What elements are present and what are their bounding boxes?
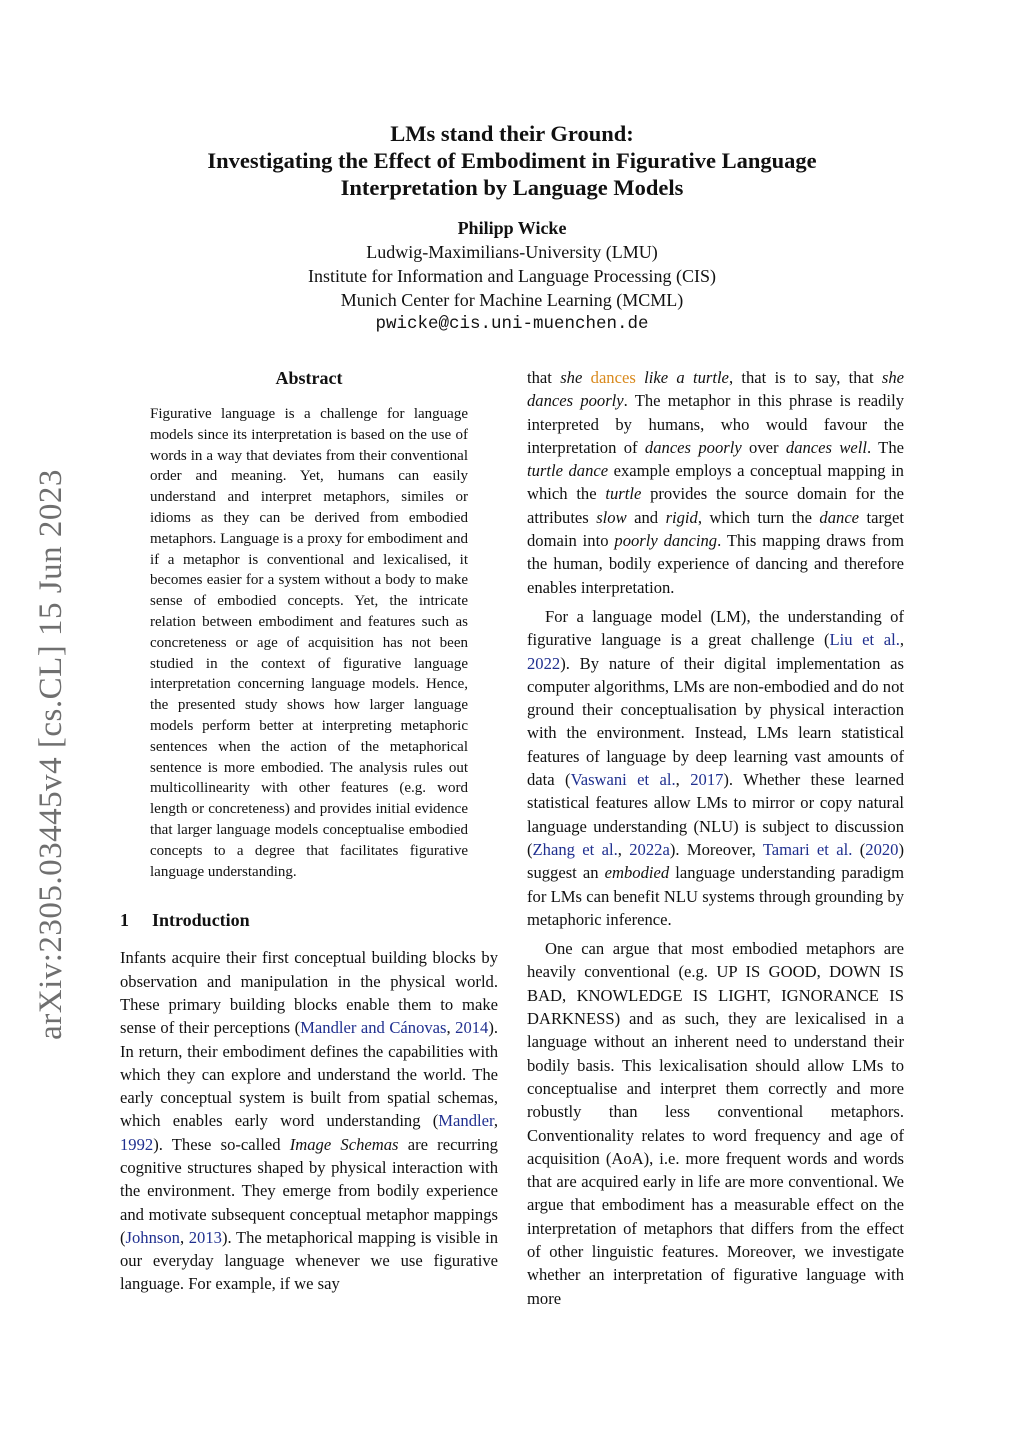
citation-year-link[interactable]: 2022	[527, 653, 561, 673]
title-line-3: Interpretation by Language Models	[340, 175, 684, 200]
text-run: ). In return, their embodiment defines the capabilities with which they can explore and understand the world. The early conceptual system is built from spatial schemas, which enables early word understanding (	[120, 1018, 499, 1131]
citation-year-link[interactable]: 2014	[455, 1018, 489, 1038]
abstract-text: Figurative language is a challenge for language models since its interpretation is based on the use of words in a way that deviates from their conventional order and meaning. Yet, humans can easily understand and interpret metaphors, similes or idioms as they can be derived from embodied metaphors. Language is a proxy for embodiment and if a metaphor is conventional and lexicalised, it becomes easier for a system without a body to make sense of embodied concepts. Yet, the intricate relation between embodiment and features such as concreteness or age of acquisition has not been studied in the context of figurative language interpretation concerning language models. Hence, the presented study shows how larger language models perform better at interpreting metaphoric sentences when the action of the metaphorical sentence is more embodied. The analysis rules out multicollinearity with other features (e.g. word length or concreteness) and provides initial evidence that larger language models conceptualise embodied concepts to a degree that facilitates figurative language understanding.	[150, 406, 468, 880]
intro-paragraph-3	[527, 605, 904, 931]
citation-link[interactable]: Liu et al.	[829, 630, 900, 650]
left-column	[120, 366, 498, 1296]
arxiv-identifier	[28, 454, 74, 1054]
emphasis: embodied	[604, 863, 670, 883]
text-run: target domain into	[527, 507, 904, 551]
citation-year-link[interactable]: 1992	[120, 1134, 154, 1154]
text-run: are recurring cognitive structures shaped by physical interaction with the environment. They emerge from bodily experience and motivate subsequent conceptual metaphor mappings (	[120, 1134, 498, 1247]
text-run: ). These so-called	[153, 1134, 290, 1154]
text-run: ,	[899, 630, 904, 650]
text-run: , that is to say, that	[728, 368, 882, 387]
emphasis: she	[560, 368, 583, 387]
highlighted-word: dances	[590, 368, 636, 387]
citation-year-link[interactable]: 2017	[690, 770, 724, 790]
author-name: Philipp Wicke	[457, 218, 567, 238]
text-run: ,	[179, 1227, 189, 1247]
intro-paragraph-1	[120, 946, 498, 1295]
text-run: that	[527, 368, 561, 387]
text-run: language understanding paradigm for LMs can benefit NLU systems through grounding by metaphoric inference.	[527, 863, 905, 929]
emphasis: slow	[596, 507, 627, 527]
title-line-2: Investigating the Effect of Embodiment in Figurative Language	[207, 148, 817, 173]
text-run: ,	[675, 770, 691, 790]
text-run: ,	[493, 1111, 498, 1131]
text-run: over	[741, 437, 786, 457]
citation-link[interactable]: Tamari et al.	[762, 839, 853, 859]
text-run: ,	[617, 839, 630, 859]
author-affiliation-3: Munich Center for Machine Learning (MCML)	[340, 290, 684, 310]
text-run: ). The metaphorical mapping is visible in our everyday language whenever we use figurative language. For example, if we say	[120, 1227, 498, 1294]
text-run: ,	[446, 1018, 456, 1038]
text-run: ). By nature of their digital implementation as computer algorithms, LMs are non-embodied and do not ground their conceptualisation by physical interaction with the environment. Instead, LMs learn statistical features of language by deep learning vast amounts of data (	[527, 653, 904, 790]
paper-title	[120, 120, 904, 201]
citation-link[interactable]: Johnson	[125, 1227, 180, 1247]
citation-link[interactable]: Mandler	[438, 1111, 494, 1131]
intro-paragraph-4: One can argue that most embodied metaphors are heavily conventional (e.g. UP IS GOOD, DOWN IS BAD, KNOWLEDGE IS LIGHT, IGNORANCE IS DARKNESS) and as such, they are lexicalised in a language without an inherent need to understand their bodily basis. This lexicalisation should allow LMs to conceptualise and interpret them correctly and more robustly than less conventional metaphors. Conventionality relates to word frequency and age of acquisition (AoA), i.e. more frequent words and words that are acquired early in life are more conventional. We argue that embodiment has a measurable effect on the interpretation of metaphors that differs from the effect of other linguistic features. Moreover, we investigate whether an interpretation of figurative language with more	[527, 939, 904, 1308]
text-run: and	[626, 507, 666, 527]
emphasis: turtle	[605, 484, 642, 504]
emphasis: dance	[819, 507, 860, 527]
abstract-heading: Abstract	[275, 368, 343, 388]
text-run: , which turn the	[697, 507, 820, 527]
text-run: . The metaphor in this phrase is readily interpreted by humans, who would favour the interpretation of	[527, 391, 904, 457]
emphasis: Image Schemas	[289, 1134, 399, 1154]
arxiv-identifier-text: arXiv:2305.03445v4 [cs.CL] 15 Jun 2023	[32, 468, 69, 1040]
emphasis: dances poorly	[644, 437, 742, 457]
author-affiliation-2: Institute for Information and Language Processing (CIS)	[308, 266, 716, 286]
citation-link[interactable]: Vaswani et al.	[570, 770, 676, 790]
text-run: . This mapping draws from the human, bodily experience of dancing and therefore enables interpretation.	[527, 531, 904, 597]
text-run: . The	[866, 437, 904, 457]
emphasis: dances well	[785, 437, 867, 457]
emphasis: like a turtle	[644, 368, 729, 387]
text-run: For a language model (LM), the understanding of figurative language is a great challenge (	[527, 606, 904, 650]
emphasis: poorly dancing	[614, 531, 718, 551]
text-run: ). Moreover,	[669, 839, 763, 859]
section-number: 1	[120, 910, 129, 931]
text-run: Infants acquire their first conceptual building blocks by observation and manipulation in the physical world. These primary building blocks enable them to make sense of their perceptions (	[120, 948, 498, 1038]
text-run: example employs a conceptual mapping in which the	[527, 461, 904, 504]
emphasis: rigid	[665, 507, 698, 527]
paper-header	[120, 120, 904, 336]
section-title: Introduction	[152, 910, 250, 931]
citation-year-link[interactable]: 2013	[188, 1227, 222, 1247]
citation-year-link[interactable]: 2020	[865, 839, 899, 859]
text-run: provides the source domain for the attributes	[527, 484, 905, 527]
text-run: (	[852, 839, 866, 859]
author-affiliation-1: Ludwig-Maximilians-University (LMU)	[366, 242, 658, 262]
citation-link[interactable]: Zhang et al.	[532, 839, 618, 859]
citation-link[interactable]: Mandler and Cánovas	[300, 1018, 447, 1038]
citation-year-link[interactable]: 2022a	[629, 839, 670, 859]
right-column	[527, 366, 904, 1310]
text-run: ). Whether these learned statistical features allow LMs to mirror or copy natural language understanding (NLU) is subject to discussion (	[527, 770, 904, 859]
intro-paragraph-2	[527, 366, 904, 599]
author-email: pwicke@cis.uni-muenchen.de	[375, 314, 649, 334]
emphasis: she dances poorly	[527, 368, 904, 411]
section-heading-introduction	[120, 908, 498, 932]
emphasis: turtle dance	[527, 461, 609, 481]
text-run: ) suggest an	[527, 839, 904, 883]
title-line-1: LMs stand their Ground:	[390, 121, 634, 146]
